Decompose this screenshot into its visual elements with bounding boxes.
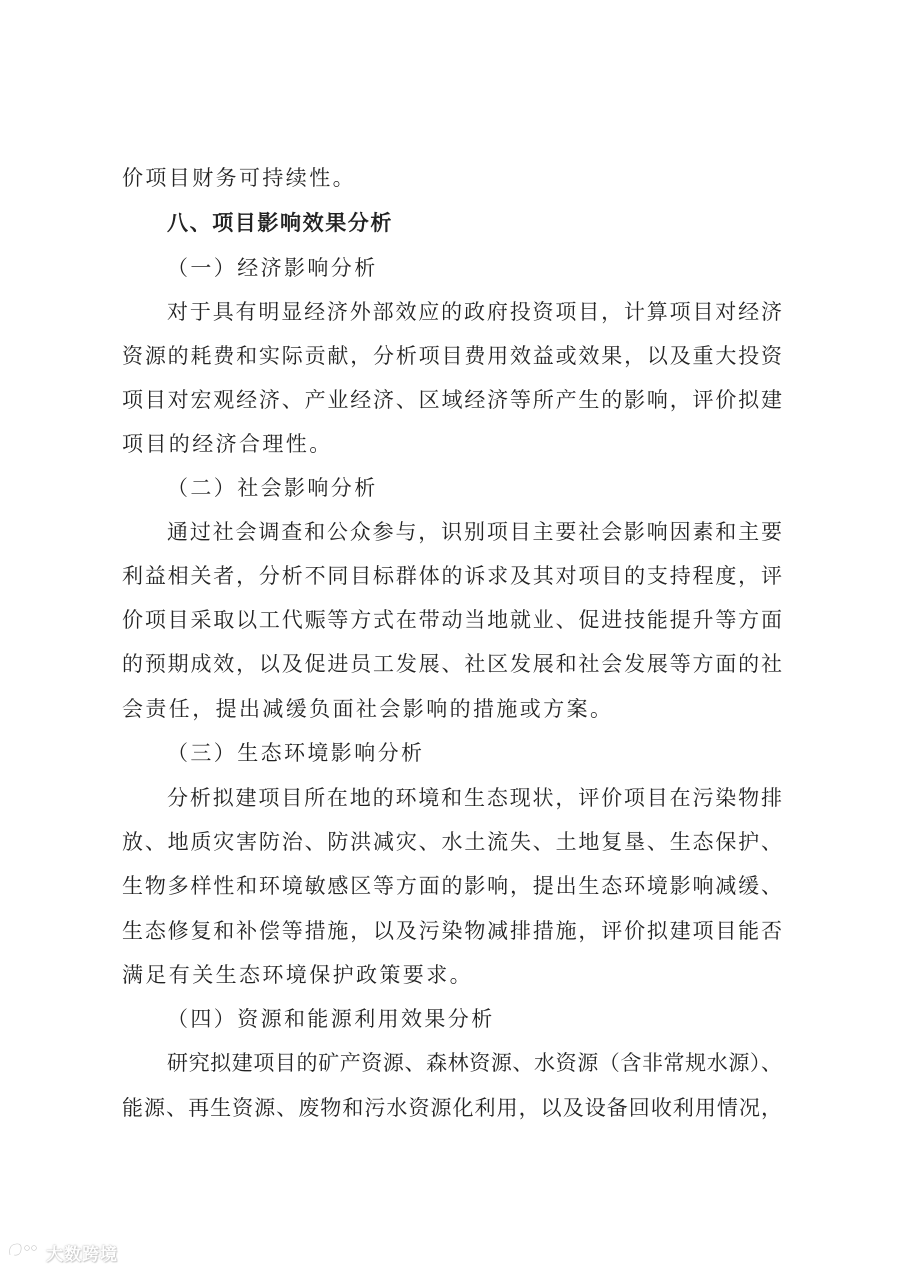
paragraph-line: 利益相关者，分析不同目标群体的诉求及其对项目的支持程度，评	[122, 564, 782, 588]
paragraph-line: 生态修复和补偿等措施，以及污染物减排措施，评价拟建项目能否	[122, 919, 782, 943]
paragraph-line: 会责任，提出减缓负面社会影响的措施或方案。	[122, 697, 614, 721]
subsection-heading: （二）社会影响分析	[167, 476, 378, 500]
paragraph-line: 分析拟建项目所在地的环境和生态现状，评价项目在污染物排	[167, 786, 782, 810]
paragraph-line: 放、地质灾害防治、防洪减灾、水土流失、土地复垦、生态保护、	[122, 830, 782, 854]
subsection-heading: （三）生态环境影响分析	[167, 741, 425, 765]
paragraph-line: 资源的耗费和实际贡献，分析项目费用效益或效果，以及重大投资	[122, 344, 782, 368]
paragraph-line: 对于具有明显经济外部效应的政府投资项目，计算项目对经济	[167, 300, 782, 324]
paragraph-line: 通过社会调查和公众参与，识别项目主要社会影响因素和主要	[167, 520, 782, 544]
watermark-text: 大数跨境	[46, 1244, 118, 1265]
paragraph-line: 满足有关生态环境保护政策要求。	[122, 963, 473, 987]
watermark	[6, 1240, 118, 1264]
paragraph-line: 项目对宏观经济、产业经济、区域经济等所产生的影响，评价拟建	[122, 388, 782, 412]
paragraph-line: 价项目采取以工代赈等方式在带动当地就业、促进技能提升等方面	[122, 608, 782, 632]
section-heading: 八、项目影响效果分析	[167, 211, 393, 235]
paragraph-line: 的预期成效，以及促进员工发展、社区发展和社会发展等方面的社	[122, 652, 782, 676]
paragraph-line: 价项目财务可持续性。	[122, 166, 356, 190]
paragraph-line: 研究拟建项目的矿产资源、森林资源、水资源（含非常规水源）、	[167, 1051, 782, 1075]
subsection-heading: （一）经济影响分析	[167, 256, 378, 280]
subsection-heading: （四）资源和能源利用效果分析	[167, 1007, 495, 1031]
paragraph-line: 生物多样性和环境敏感区等方面的影响，提出生态环境影响减缓、	[122, 874, 782, 898]
paragraph-line: 能源、再生资源、废物和污水资源化利用，以及设备回收利用情况，	[122, 1096, 782, 1120]
brand-logo-icon	[6, 1239, 40, 1265]
paragraph-line: 项目的经济合理性。	[122, 432, 333, 456]
